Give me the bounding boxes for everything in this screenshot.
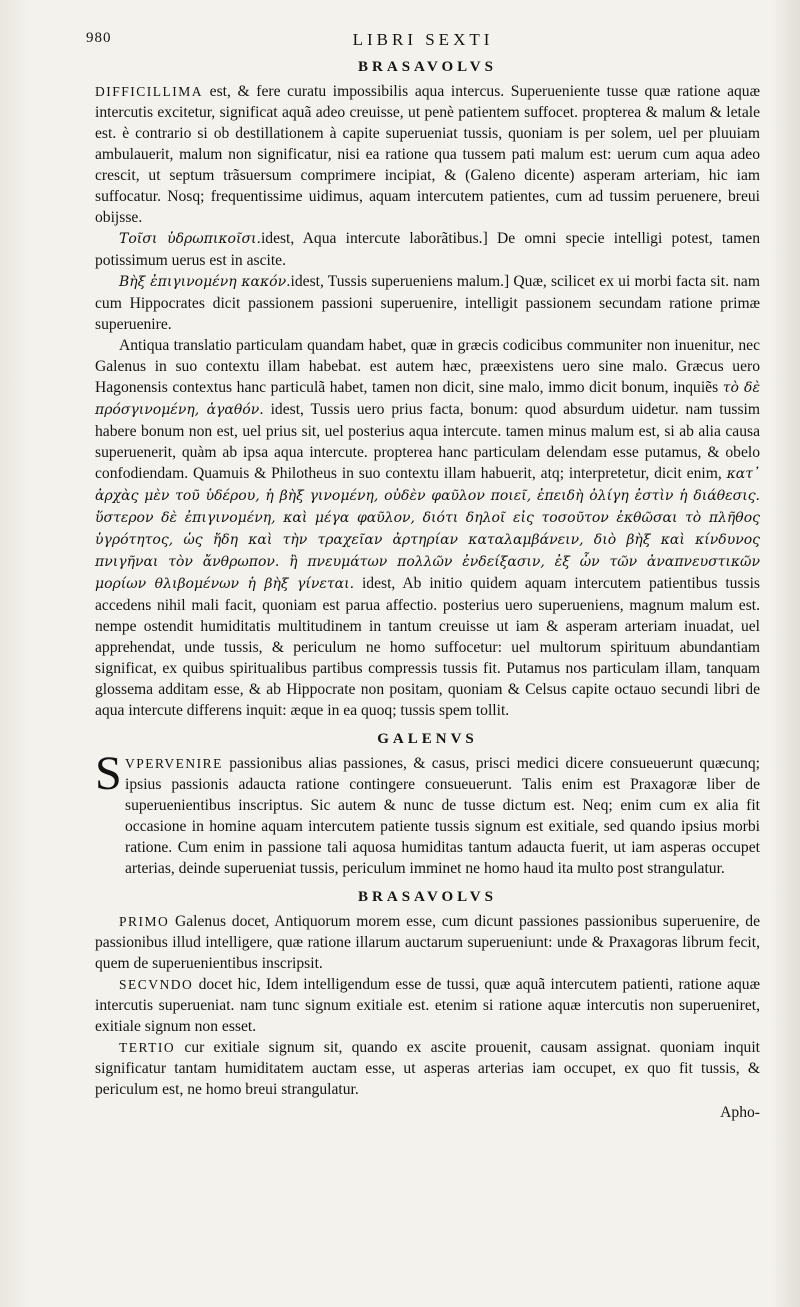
paragraph-body: idest, Aqua intercute laborãtibus.] De omni specie intelligi potest, tamen potissimum uerus est in ascite.: [95, 230, 760, 269]
catchword: Apho-: [720, 1104, 760, 1121]
paragraph-body: idest, Tussis superueniens malum.] Quæ, scilicet ex ui morbi facta sit. nam cum Hippocrates dicit passionem passioni superuenire, intelligit passionem secundam ratione primæ superuenire.: [95, 273, 760, 333]
paragraph-lemma-tussis: [95, 271, 760, 335]
paragraph-lead-word: SECVNDO: [119, 977, 194, 992]
greek-quotation: τὸ δὲ πρόσγινομένη, ἀγαθόν.: [95, 380, 760, 418]
main-text-column: [95, 55, 760, 1123]
paragraph-body: cur exitiale signum sit, quando ex ascite prouenit, causam assignat. quoniam inquit significatur tantam humiditatem auctam esse, ut asperas arterias iam occupet, ex quo fit tussis, & periculum est, ne homo breui strangulatur.: [95, 1039, 760, 1098]
paragraph-lead-word: PRIMO: [119, 914, 170, 929]
paragraph-antiqua-translatio: [95, 335, 760, 721]
paragraph-body: idest, Ab initio quidem aquam intercutem patientibus tussis accedens nihil mali facit, quoniam est parua affectio. posterius uero superueniens, magnum malum est. nempe ostendit humiditatis multitudinem in tantum creuisse ut iam & asperam arteriam inuadat, uel apprehendat, unde tussis, & periculum ne homo suffocetur: uel multorum spirituum abundantiam significat, ex quibus spiritualibus partibus compressis tussis fit. Putamus nos particulam illam, tanquam glossema additam esse, & ab Hippocrate non positam, quoniam & Celsus capite octauo secundi libri de aqua intercute differens inquit: æque in ea quoq; tussis spem tollit.: [95, 575, 760, 719]
paragraph-secundo: [95, 974, 760, 1037]
paragraph-body: docet hic, Idem intelligendum esse de tussi, quæ aquã intercutem patienti, ratione aquæ intercutis superueniat. nam tunc signum exitiale est. etenim si ratione aquæ intercutis non superueniret, exitiale signum non esset.: [95, 976, 760, 1035]
drop-cap-letter: S: [95, 747, 122, 800]
running-head: [86, 30, 760, 52]
paragraph-difficillima: [95, 81, 760, 228]
running-title: LIBRI SEXTI: [352, 30, 494, 49]
paragraph-body: idest, Tussis uero prius facta, bonum: quod absurdum uidetur. nam tussim habere bonum non est, uel prius sit, uel posterius aqua intercute. tamen minus malum est, si ab alia causa superuenerit, quàm ab ipsa aqua intercute. propterea hanc particulam delendam esse putamus, & obelo confodiendam. Quamuis & Philotheus in suo contextu illam habuerit, atq; interpretetur, dicit enim,: [95, 401, 760, 482]
paragraph-lead-word: VPERVENIRE: [125, 756, 223, 771]
paragraph-body: est, & fere curatu impossibilis aqua intercus. Superueniente tusse quæ ratione aquæ intercutis excitetur, significat aquã adeo creuisse, ut penè patientem suffocet. propterea & malum & letale est. è contrario si ob destillationem à capite superueniat tussis, quoniam is per solem, uel per pluuiam ambulauerit, malum non significatur, nisi ea ratione qua tussem pati malum est: uerum cum aqua adeo crescit, ut septum trãsuersum comprimere incipiat, & (Galeno dicente) asperam arteriam, hic iam suffocatur. Nosq; frequentissime uidimus, aquam intercutem patientes, cum ad tussim peruenere, breui obijsse.: [95, 83, 760, 226]
paragraph-body: Galenus docet, Antiquorum morem esse, cum dicunt passiones passionibus superuenire, de passionibus illud intelligere, quæ ratione illarum auctarum superueniunt: unde & Praxagoras librum fecit, quem de superuenientibus inscripsit.: [95, 913, 760, 972]
greek-quotation: κατ᾽ ἀρχὰς μὲν τοῦ ὑδέρου, ἡ βὴξ γινομένη, οὐδὲν φαῦλον ποιεῖ, ἐπειδὴ ὀλίγη ἐστὶν ἡ διάθεσις. ὕστερον δὲ ἐπιγινομένη, καὶ μέγα φαῦλον, διότι δηλοῖ εἰς τοσοῦτον ἐκθῶσαι τὸ πλῆθος ὑγρότητος, ὡς ἤδη καὶ τὴν τραχεῖαν ἀρτηρίαν καταλαμβάνειν, διὸ βὴξ καὶ κίνδυνος πνιγῆναι τὸν ἄνθρωπον. ἢ πνευμάτων πολλῶν ἐνδείξασιν, ἐξ ὧν τῶν ἀναπνευστικῶν μορίων θλιβομένων ἡ βὴξ γίνεται.: [95, 466, 761, 592]
paragraph-tertio: [95, 1037, 760, 1100]
section-heading-brasavolus: BRASAVOLVS: [358, 59, 497, 75]
greek-lemma: Βὴξ ἐπιγινομένη κακόν.: [119, 274, 291, 290]
paragraph-lemma-hydropicis: [95, 228, 760, 271]
paragraph-body: passionibus alias passiones, & casus, prisci medici dicere consueuerunt quæcunq; ipsius passionis adaucta ratione contingere consueuerunt. Talis enim est Praxagoræ liber de superuenientibus inscriptus. Sic autem & nunc de tusse dictum est. Neq; enim cum ex alia fit occasione in homine aquam intercutem patiente tussis signum est exitiale, sed quando ipsius morbi ratione. Cum enim in passione tali aquosa humiditas tantum adaucta fuerit, ut iam asperas occupet arterias, deinde superueniat tussis, periculum imminet ne homo haud ita multo post strangulatur.: [125, 755, 760, 877]
section-heading-galenus: GALENVS: [377, 731, 478, 747]
section-heading-brasavolus-2: BRASAVOLVS: [358, 889, 497, 905]
paragraph-lead-word: DIFFICILLIMA: [95, 84, 203, 99]
page-number: 980: [86, 30, 112, 46]
paragraph-lead-word: TERTIO: [119, 1040, 176, 1055]
greek-lemma: Τοῖσι ὑδρωπικοῖσι.: [119, 231, 261, 247]
paragraph-body: Antiqua translatio particulam quandam habet, quæ in græcis codicibus communiter non inuenitur, nec Galenus in suo contextu illam habebat. est autem hæc, præexistens uero sine malo. Græcus uero Hagonensis contextus hanc particulã habet, tamen non dicit, sine malo, immo dicit bonum, inquiẽs: [95, 337, 760, 396]
paragraph-galenus: [95, 747, 760, 879]
paragraph-primo: [95, 911, 760, 974]
